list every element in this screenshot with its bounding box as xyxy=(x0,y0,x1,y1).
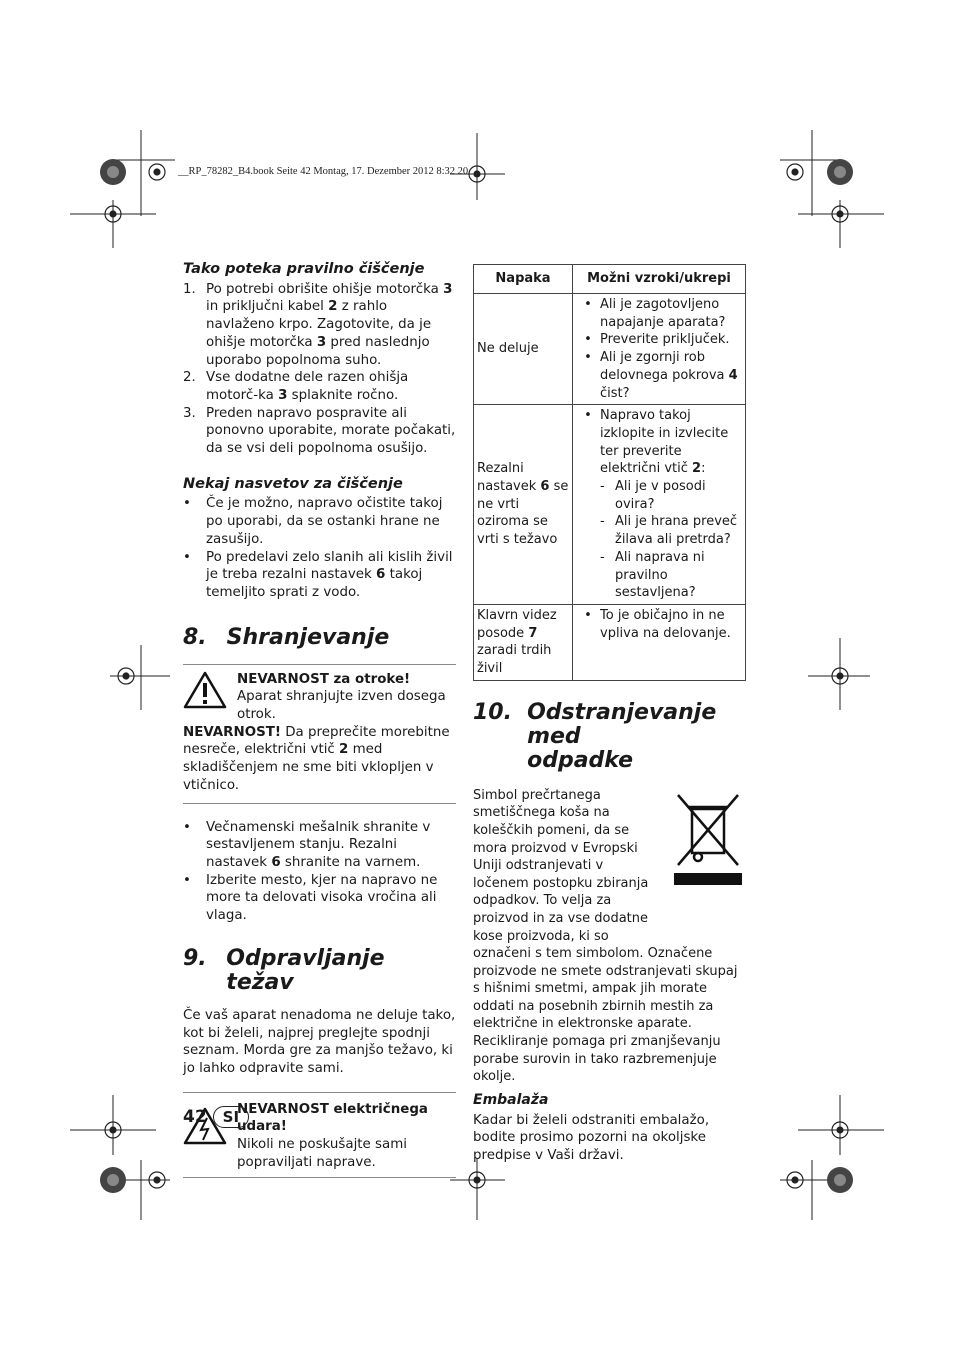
right-column xyxy=(473,264,746,1165)
list-item: • Večnamenski mešalnik shranite v sestavljenem stanju. Rezalni nastavek 6 shranite na varnem. xyxy=(183,819,431,870)
list-item: • Če je možno, napravo očistite takoj po uporabi, da se ostanki hrane ne zasušijo. xyxy=(183,496,443,547)
divider xyxy=(183,803,456,804)
page-footer xyxy=(183,1106,249,1128)
cleaning-steps xyxy=(183,281,456,458)
list-item: 2. Vse dodatne dele razen ohišja motorč-ka 3 splaknite ročno. xyxy=(183,370,409,403)
packaging-heading: Embalaža xyxy=(473,1091,549,1108)
storage-list xyxy=(183,819,456,925)
troubleshooting-table xyxy=(473,264,746,681)
packaging-text: Kadar bi želeli odstraniti embalažo, bodite prosimo pozorni na okoljske predpise v Vaši državi. xyxy=(473,1112,710,1163)
registration-mark-icon xyxy=(787,164,803,180)
section-title-troubleshooting: 9. Odpravljanje težav xyxy=(183,945,385,995)
cleaning-heading: Tako poteka pravilno čiščenje xyxy=(183,261,425,277)
tips-heading: Nekaj nasvetov za čiščenje xyxy=(183,475,403,492)
list-item: 1. Po potrebi obrišite ohišje motorčka 3 in priključni kabel 2 z rahlo navlaženo krpo. Zagotovite, da je ohišje motorčka 3 pred naslednjo uporabo popolnoma suho. xyxy=(183,281,453,368)
disposal-text: Simbol prečrtanega smetiščnega koša na koleščkih pomeni, da se mora proizvod v Evropski Uniji odstranjevati v ločenem postopku zbiranja odpadkov. To velja za proizvod in za vse dodatne kose proizvoda, ki so označeni s tem simbolom. Označene proizvode ne smete odstranjevati skupaj s hišnimi smetmi, ampak jih morate oddati na posebnih zbirnih mestih za električne in elektronske aparate. Recikliranje pomaga pri zmanjševanju porabe surovin in tako razbremenjuje okolje. xyxy=(473,787,746,1086)
language-badge: SI xyxy=(213,1106,249,1128)
tips-list xyxy=(183,495,456,601)
table-header: Napaka xyxy=(474,265,573,294)
table-header: Možni vzroki/ukrepi xyxy=(573,265,746,294)
registration-mark-icon xyxy=(149,164,165,180)
page-number: 42 xyxy=(183,1107,207,1127)
file-header: __RP_78282_B4.book Seite 42 Montag, 17. Dezember 2012 8:32 20 xyxy=(178,166,469,177)
table-row: Ne deluje • Ali je zagotovljeno napajanje aparata? • Preverite priključek. • Ali je zgornji rob delovnega pokrova 4 čist? xyxy=(474,294,746,405)
list-item: • Po predelavi zelo slanih ali kislih živil je treba rezalni nastavek 6 takoj temeljito sprati z vodo. xyxy=(183,549,453,600)
left-column xyxy=(183,261,456,1178)
warning-triangle-icon xyxy=(183,671,227,709)
section-title-disposal: 10. Odstranjevanje med odpadke xyxy=(473,699,717,773)
table-row: Rezalni nastavek 6 se ne vrti oziroma se vrti s težavo • Napravo takoj izklopite in izvlecite ter preverite električni vtič 2: - Ali je v posodi ovira? - Ali je hrana preveč žilava ali pretrda? - Ali naprava ni pravilno sestavljena? xyxy=(474,405,746,605)
storage-warning: NEVARNOST za otroke! Aparat shranjujte izven dosega otrok. NEVARNOST! Da preprečite morebitne nesreče, električni vtič 2 med skladiščenjem ne sme biti vklopljen v vtičnico. xyxy=(183,671,450,793)
list-item: 3. Preden napravo pospravite ali ponovno uporabite, morate počakati, da se vsi deli popolnoma osušijo. xyxy=(183,405,456,457)
table-row: Klavrn videz posode 7 zaradi trdih živil • To je običajno in ne vpliva na delovanje. xyxy=(474,604,746,680)
section-title-storage: 8. Shranjevanje xyxy=(183,624,390,650)
crossed-bin-icon xyxy=(672,789,744,885)
electric-warning: NEVARNOST električnega udara! Nikoli ne poskušajte sami popraviljati naprave. xyxy=(183,1093,456,1172)
list-item: • Izberite mesto, kjer na napravo ne more ta delovati visoka vročina ali vlaga. xyxy=(183,872,438,924)
troubleshooting-intro: Če vaš aparat nenadoma ne deluje tako, kot bi želeli, najprej preglejte spodnji seznam. Morda gre za manjšo težavo, ki jo lahko odpravite sami. xyxy=(183,1007,456,1076)
divider xyxy=(183,1177,456,1178)
